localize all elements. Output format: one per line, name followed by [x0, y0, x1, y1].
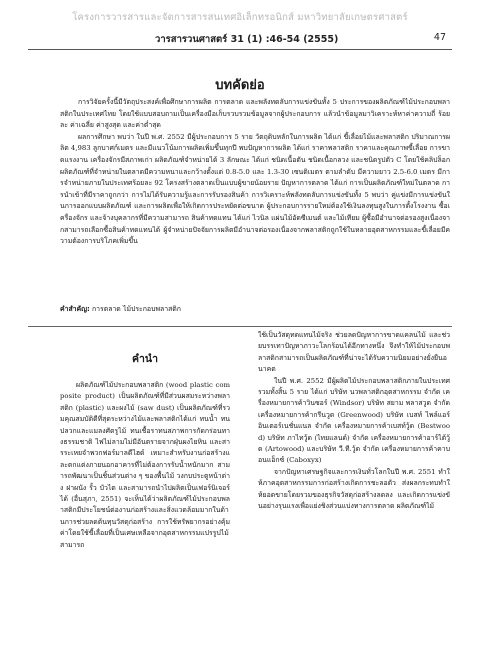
- journal-running-head: วารสารวนศาสตร์ 31 (1) :46-54 (2555): [155, 34, 339, 45]
- intro-right-column: [258, 330, 450, 513]
- abstract-paragraph: การวิจัยครั้งนี้มีวัตถุประสงค์เพื่อศึกษาการผลิต การตลาด และพลังทดลับการแข่งขันทั้ง 5 ประการของผลิตภัณฑ์ไม้ประกอบพลาสติกในประเทศไทย โดยใช้แบบสอบถามเป็นเครื่องมือเก็บรวบรวมข้อมูลจากผู้ประกอบการ แล้วนำข้อมูลมาวิเคราะห์หาค่าความถี่ ร้อยละ ค่าเฉลี่ย ค่าสูงสุด และค่าต่ำสุด: [60, 98, 450, 130]
- intro-paragraph: ในปี พ.ศ. 2552 มีผู้ผลิตไม้ประกอบพลาสติกภายในประเทศ รวมทั้งสิ้น 5 ราย ได้แก่ บริษัท นวพลาสติกอุตสาหกรรม จำกัด เครื่องหมายการค้าวินซอร์ (Windsor) บริษัท สยาม พลาสวูด จำกัด เครื่องหมายการค้ากรีนวูด (Greenwood) บริษัท เบสท์ ไพล์แอร์ อินเตอร์เนชั่นแนล จำกัด เครื่องหมายการค้าเบสท์วู้ด (Bestwood) บริษัท ภาไทวู้ด (ไทยแลนด์) จำกัด เครื่องหมายการค้าอาร์ไต้วู้ด (Artowood) และบริษัท วี.ที.วู้ด จำกัด เครื่องหมายการค้าคาบอนแอ็กซ์ (Caboxyx): [258, 376, 450, 465]
- page-number: 47: [433, 32, 446, 43]
- abstract-body: [60, 97, 450, 248]
- abstract-paragraph: ผลการศึกษา พบว่า ในปี พ.ศ. 2552 มีผู้ประกอบการ 5 ราย วัตถุดิบหลักในการผลิต ได้แก่ ขี้เลื่อยไม้และพลาสติก ปริมาณการผลิต 4,983 ลูกบาศก์เมตร และมีแนวโน้มการผลิตเพิ่มขึ้นทุกปี พบปัญหาการผลิต ได้แก่ ราคาพลาสติก ราคาและคุณภาพขี้เลื่อย การขาดแรงงาน เครื่องจักรมีสภาพเก่า ผลิตภัณฑ์จำหน่ายได้ 3 ลักษณะ ได้แก่ ชนิดเนื้อตัน ชนิดเนื้อกลวง และชนิดรูปตัว C โดยใช้คลิปล็อก ผลิตภัณฑ์ที่จำหน่ายในตลาดมีความหนาและกว้างตั้งแต่ 0.8-5.0 และ 1.3-30 เซนติเมตร ตามลำดับ มีความยาว 2.5-6.0 เมตร มีการจำหน่ายภายในประเทศร้อยละ 92 โครงสร้างตลาดเป็นแบบผู้ขายน้อยราย ปัญหาการตลาด ได้แก่ การเป็นผลิตภัณฑ์ใหม่ในตลาด การนำเข้าที่มีราคาถูกกว่า การไม่ได้รับความรู้และการรับรองสินค้า การวิเคราะห์พลังทดลับการแข่งขันทั้ง 5 พบว่า คู่แข่งมีการแข่งขันในการออกแบบผลิตภัณฑ์ และการผลิตเพื่อให้เกิดการประหยัดต่อขนาด ผู้ประกอบการรายใหม่ต้องใช้เงินลงทุนสูงในการตั้งโรงงาน ซื้อเครื่องจักร และจ้างบุคลากรที่มีความสามารถ สินค้าทดแทน ได้แก่ ไวนิล แผ่นไม้อัดซีเมนต์ และไม้เทียม ผู้ซื้อมีอำนาจต่อรองสูงเนื่องจากสามารถเลือกซื้อสินค้าทดแทนได้ ผู้จำหน่ายปัจจัยการผลิตมีอำนาจต่อรองเนื่องจากพลาสติกถูกใช้ในหลายอุตสาหกรรมและขี้เลื่อยมีความต้องการบริโภคเพิ่มขึ้น: [60, 132, 450, 246]
- header-divider: [28, 49, 452, 50]
- abstract-title: บทคัดย่อ: [215, 78, 265, 93]
- intro-title: คำนำ: [132, 353, 158, 365]
- intro-paragraph: จากปัญหาเศรษฐกิจและการเงินทั่วโลกในปี พ.ศ. 2551 ทำให้ภาคอุตสาหกรรมการก่อสร้างเกิดการชะลอตัว ส่งผลกระทบทำให้ยอดขายโดยรวมของธุรกิจวัสดุก่อสร้างลดลง และเกิดการแข่งขันอย่างรุนแรงเพื่อแย่งชิงส่วนแบ่งทางการตลาด ผลิตภัณฑ์ไม้: [258, 467, 450, 511]
- watermark-text: โครงการวารสารและจัดการสารสนเทศอิเล็กทรอนิกส์ มหาวิทยาลัยเกษตรศาสตร์: [72, 12, 408, 23]
- keywords-label: คำสำคัญ:: [60, 305, 90, 313]
- intro-left-column: [60, 380, 230, 551]
- keywords-text: การตลาด ไม้ประกอบพลาสติก: [92, 305, 181, 313]
- intro-paragraph: ผลิตภัณฑ์ไม้ประกอบพลาสติก (wood plastic composite product) เป็นผลิตภัณฑ์ที่มีส่วนผสมระหว่างพลาสติก (plastic) และผงไม้ (saw dust) เป็นผลิตภัณฑ์ที่รวมคุณสมบัติดีที่สุดระหว่างไม้และพลาสติกได้แก่ ทนน้ำ ทนปลวกและแมลงศัตรูไม้ ทนเชื้อราทนสภาพการกัดกร่อนทางธรรมชาติ ไฟไม่ลามไม่มีอันตรายจากฝุ่นผงไยหิน และสารระเหยจำพวกฟอร์มาลดีไฮด์ เหมาะสำหรับงานก่อสร้างและตกแต่งภายนอกอาคารที่ไม่ต้องการรับน้ำหนักมาก สามารถพัฒนาเป็นชิ้นส่วนต่าง ๆ ของพื้นไม้ วงกบประตูหน้าต่าง ฝาผนัง รั้ว บัวไต และสามารถนำไปผลิตเป็นเฟอร์นิเจอร์ได้ (อื่นสุภา, 2551) จะเห็นได้ว่าผลิตภัณฑ์ไม้ประกอบพลาสติกมีประโยชน์ต่องานก่อสร้างและสิ่งแวดล้อมมากในด้านการช่วยลดต้นทุนวัสดุก่อสร้าง การใช้ทรัพยากรอย่างคุ้มค่าโดยใช้ขี้เลื่อยที่เป็นเศษเหลือจากอุตสาหกรรมแปรรูปไม้ สามารถ: [60, 381, 230, 549]
- intro-paragraph: ใช้เป็นวัสดุทดแทนไม้จริง ช่วยลดปัญหาการขาดแคลนไม้ และช่วยบรรเทาปัญหาภาวะโลกร้อนได้อีกทางหนึ่ง จึงทำให้ไม้ประกอบพลาสติกสามารถเป็นผลิตภัณฑ์ที่น่าจะได้รับความนิยมอย่างยั่งยืนอนาคต: [258, 331, 450, 374]
- keywords: [60, 304, 450, 315]
- section-divider: [28, 326, 452, 327]
